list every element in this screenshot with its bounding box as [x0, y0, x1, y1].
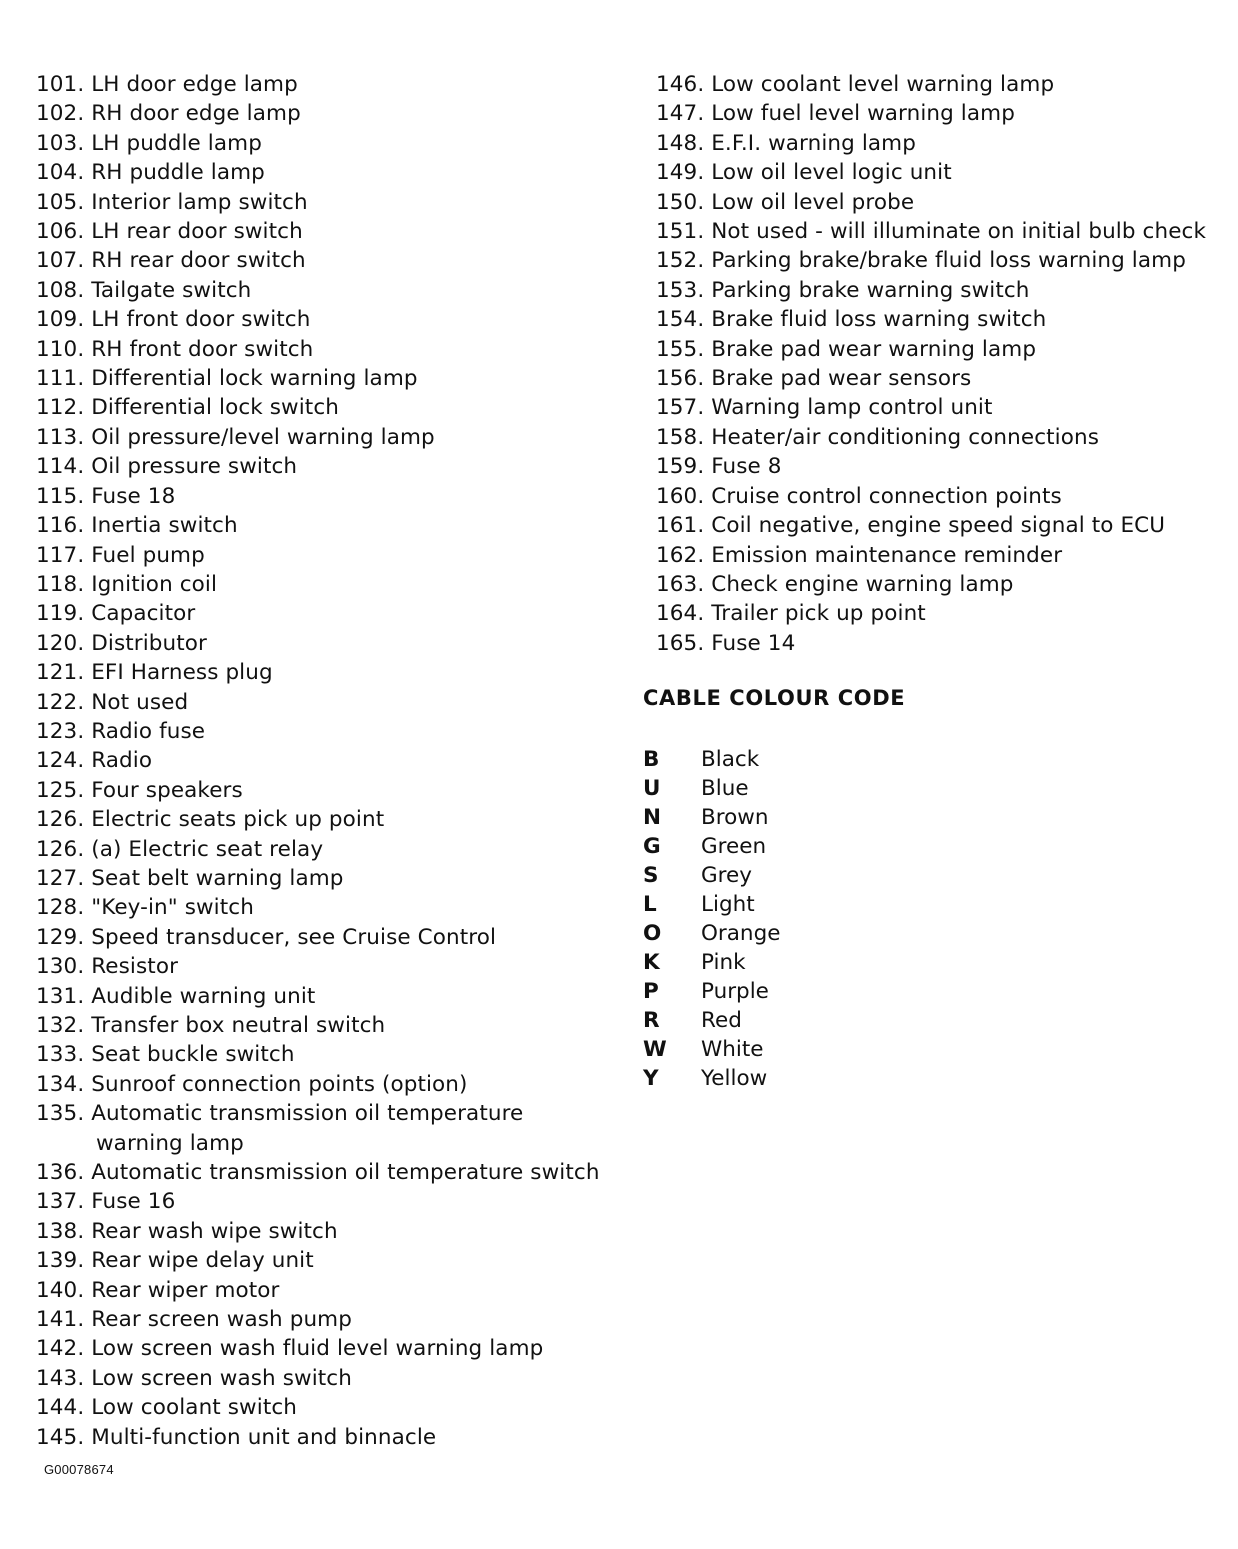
item-description: Heater/air conditioning connections — [711, 424, 1099, 450]
item-description: Automatic transmission oil temperature — [91, 1101, 524, 1127]
colour-code-letter: B — [643, 747, 660, 772]
legend-item — [36, 982, 616, 1011]
item-number: 145. — [36, 1424, 85, 1450]
legend-item — [656, 570, 1226, 599]
item-number: 101. — [36, 72, 85, 97]
item-description: Sunroof connection points (option) — [91, 1071, 468, 1097]
colour-code-letter: N — [643, 805, 661, 830]
item-description: Transfer box neutral switch — [91, 1013, 386, 1038]
item-number: 137. — [36, 1189, 85, 1215]
item-number: 103. — [36, 130, 85, 156]
legend-item — [656, 246, 1226, 275]
legend-item — [36, 1334, 616, 1363]
item-number: 147. — [656, 101, 705, 127]
legend-item — [36, 570, 616, 599]
item-description: Tailgate switch — [91, 277, 252, 303]
legend-item — [36, 746, 616, 775]
colour-name: Red — [701, 1008, 742, 1033]
legend-item — [36, 335, 616, 364]
item-description: Rear screen wash pump — [91, 1307, 352, 1333]
item-number: 143. — [36, 1365, 85, 1391]
item-number: 135. — [36, 1101, 85, 1127]
item-number: 110. — [36, 336, 85, 362]
item-number: 107. — [36, 248, 85, 274]
item-number: 128. — [36, 895, 85, 921]
item-number: 155. — [656, 336, 705, 362]
legend-item — [36, 452, 616, 481]
item-description-continued: warning lamp — [96, 1130, 244, 1156]
item-number: 115. — [36, 483, 85, 509]
legend-item — [656, 129, 1226, 158]
item-description: Oil pressure switch — [91, 454, 298, 480]
item-description: Low oil level probe — [711, 189, 915, 215]
legend-item — [656, 188, 1226, 217]
colour-code-row — [643, 832, 780, 861]
legend-item — [36, 1364, 616, 1393]
colour-name: Blue — [701, 776, 749, 801]
item-description: Differential lock switch — [91, 395, 339, 421]
colour-code-letter: G — [643, 834, 661, 859]
legend-item — [656, 70, 1226, 99]
item-number: 130. — [36, 954, 85, 980]
colour-code-heading: CABLE COLOUR CODE — [643, 686, 906, 710]
item-description: Inertia switch — [91, 513, 238, 539]
item-number: 141. — [36, 1307, 85, 1333]
item-number: 125. — [36, 777, 85, 803]
legend-item — [36, 1217, 616, 1246]
colour-name: Yellow — [701, 1066, 768, 1091]
item-description: Capacitor — [91, 601, 196, 627]
legend-item — [36, 1040, 616, 1069]
item-number: 112. — [36, 395, 85, 421]
legend-item — [656, 158, 1226, 187]
document-id: G00078674 — [44, 1462, 114, 1477]
colour-code-row — [643, 1064, 780, 1093]
legend-item — [36, 305, 616, 334]
item-number: 105. — [36, 189, 85, 215]
item-number: 133. — [36, 1042, 85, 1068]
item-description: RH door edge lamp — [91, 101, 301, 127]
legend-item — [656, 629, 1226, 658]
item-number: 161. — [656, 513, 705, 539]
item-number: 119. — [36, 601, 85, 627]
legend-item — [36, 1423, 616, 1452]
colour-code-list — [643, 745, 780, 1093]
item-description: Seat buckle switch — [91, 1042, 295, 1068]
item-description: Differential lock warning lamp — [91, 366, 418, 392]
item-number: 109. — [36, 307, 85, 333]
colour-code-letter: Y — [643, 1066, 659, 1091]
item-description: Automatic transmission oil temperature switch — [91, 1160, 600, 1186]
legend-item — [36, 246, 616, 275]
legend-item — [656, 541, 1226, 570]
colour-name: Grey — [701, 863, 752, 888]
item-number: 129. — [36, 924, 85, 950]
item-description: Rear wash wipe switch — [91, 1218, 338, 1244]
legend-item — [656, 364, 1226, 393]
legend-item — [36, 952, 616, 981]
item-number: 123. — [36, 718, 85, 744]
legend-item — [36, 893, 616, 922]
legend-item — [656, 217, 1226, 246]
item-description: Low fuel level warning lamp — [711, 101, 1015, 127]
item-description: LH rear door switch — [91, 219, 303, 245]
legend-list-right — [656, 70, 1226, 658]
colour-code-row — [643, 774, 780, 803]
item-number: 134. — [36, 1071, 85, 1097]
colour-name: Purple — [701, 979, 769, 1004]
colour-name: Pink — [701, 950, 746, 975]
colour-code-row — [643, 977, 780, 1006]
colour-code-letter: K — [643, 950, 660, 975]
colour-code-letter: U — [643, 776, 661, 801]
legend-item — [36, 1187, 616, 1216]
legend-item — [656, 335, 1226, 364]
item-number: 131. — [36, 983, 85, 1009]
colour-code-letter: S — [643, 863, 659, 888]
legend-item — [656, 393, 1226, 422]
item-number: 160. — [656, 483, 705, 509]
item-description: Warning lamp control unit — [711, 395, 993, 421]
legend-item — [656, 99, 1226, 128]
colour-code-letter: P — [643, 979, 659, 1004]
colour-name: White — [701, 1037, 764, 1062]
item-number: 114. — [36, 454, 85, 480]
item-number: 120. — [36, 630, 85, 656]
item-description: "Key-in" switch — [91, 895, 254, 921]
item-description: Coil negative, engine speed signal to ECU — [711, 513, 1166, 539]
colour-code-row — [643, 1006, 780, 1035]
legend-item — [36, 717, 616, 746]
item-number: 148. — [656, 130, 705, 156]
item-number: 157. — [656, 395, 705, 421]
item-number: 104. — [36, 160, 85, 186]
legend-item — [36, 423, 616, 452]
legend-item — [36, 805, 616, 834]
legend-item — [36, 217, 616, 246]
item-number: 127. — [36, 865, 85, 891]
item-number: 126. — [36, 807, 85, 833]
item-description: Four speakers — [91, 777, 243, 803]
legend-item — [656, 305, 1226, 334]
colour-code-row — [643, 948, 780, 977]
legend-item — [36, 923, 616, 952]
legend-item — [36, 70, 616, 99]
item-number: 132. — [36, 1013, 85, 1038]
colour-code-letter: L — [643, 892, 657, 917]
item-number: 163. — [656, 571, 705, 597]
item-description: Radio fuse — [91, 718, 206, 744]
item-description: Low oil level logic unit — [711, 160, 952, 186]
item-number: 136. — [36, 1160, 85, 1186]
legend-item — [36, 158, 616, 187]
item-description: RH front door switch — [91, 336, 314, 362]
legend-item — [36, 1276, 616, 1305]
item-description: Brake pad wear sensors — [711, 366, 972, 392]
item-description: Brake fluid loss warning switch — [711, 307, 1047, 333]
item-description: Trailer pick up point — [711, 601, 926, 627]
item-number: 146. — [656, 72, 705, 97]
item-description: Fuel pump — [91, 542, 205, 568]
colour-code-letter: R — [643, 1008, 660, 1033]
colour-code-row — [643, 1035, 780, 1064]
legend-item — [36, 511, 616, 540]
item-description: Resistor — [91, 954, 179, 980]
item-number: 154. — [656, 307, 705, 333]
item-description: Rear wipe delay unit — [91, 1248, 314, 1274]
colour-code-row — [643, 803, 780, 832]
item-number: 144. — [36, 1395, 85, 1421]
item-number: 118. — [36, 571, 85, 597]
legend-item — [36, 99, 616, 128]
item-number: 140. — [36, 1277, 85, 1303]
item-description: Fuse 14 — [711, 630, 796, 656]
item-number: 159. — [656, 454, 705, 480]
colour-code-letter: O — [643, 921, 662, 946]
item-description: Emission maintenance reminder — [711, 542, 1063, 568]
item-number: 121. — [36, 660, 85, 686]
item-number: 164. — [656, 601, 705, 627]
colour-code-row — [643, 919, 780, 948]
item-description: Radio — [91, 748, 153, 774]
item-number: 158. — [656, 424, 705, 450]
item-number: 108. — [36, 277, 85, 303]
legend-item — [656, 599, 1226, 628]
item-description: Parking brake/brake fluid loss warning lamp — [711, 248, 1186, 274]
item-number: 113. — [36, 424, 85, 450]
item-description: Brake pad wear warning lamp — [711, 336, 1037, 362]
item-description: Oil pressure/level warning lamp — [91, 424, 435, 450]
legend-item — [36, 364, 616, 393]
item-description: Multi-function unit and binnacle — [91, 1424, 437, 1450]
item-number: 117. — [36, 542, 85, 568]
legend-item — [36, 393, 616, 422]
colour-code-row — [643, 890, 780, 919]
item-description: E.F.I. warning lamp — [711, 130, 916, 156]
item-number: 124. — [36, 748, 85, 774]
item-number: 138. — [36, 1218, 85, 1244]
item-number: 151. — [656, 219, 705, 245]
item-description: Check engine warning lamp — [711, 571, 1014, 597]
legend-item — [656, 423, 1226, 452]
colour-name: Light — [701, 892, 755, 917]
colour-name: Green — [701, 834, 767, 859]
legend-item — [36, 1158, 616, 1187]
item-description: Speed transducer, see Cruise Control — [91, 924, 497, 950]
item-number: 162. — [656, 542, 705, 568]
item-description: RH rear door switch — [91, 248, 306, 274]
legend-item — [656, 482, 1226, 511]
component-list-left — [36, 70, 616, 1452]
item-number: 156. — [656, 366, 705, 392]
legend-item — [36, 629, 616, 658]
legend-item — [36, 1099, 616, 1158]
item-description: Not used - will illuminate on initial bulb check — [711, 219, 1206, 245]
legend-item — [36, 541, 616, 570]
item-number: 111. — [36, 366, 85, 392]
legend-item — [36, 1070, 616, 1099]
item-description: Rear wiper motor — [91, 1277, 280, 1303]
item-number: 142. — [36, 1336, 85, 1362]
item-number: 165. — [656, 630, 705, 656]
item-number: 149. — [656, 160, 705, 186]
legend-item — [36, 864, 616, 893]
legend-item — [36, 482, 616, 511]
item-description: (a) Electric seat relay — [91, 836, 324, 862]
legend-item — [36, 688, 616, 717]
colour-code-row — [643, 745, 780, 774]
item-description: RH puddle lamp — [91, 160, 265, 186]
component-list-right — [656, 70, 1226, 658]
item-description: Low coolant level warning lamp — [711, 72, 1055, 97]
item-description: Parking brake warning switch — [711, 277, 1030, 303]
legend-item — [36, 1393, 616, 1422]
item-description: Ignition coil — [91, 571, 218, 597]
colour-code-letter: W — [643, 1037, 667, 1062]
item-number: 122. — [36, 689, 85, 715]
legend-item — [36, 188, 616, 217]
item-description: Low screen wash fluid level warning lamp — [91, 1336, 544, 1362]
item-number: 116. — [36, 513, 85, 539]
item-description: Not used — [91, 689, 189, 715]
legend-item — [36, 835, 616, 864]
legend-item — [36, 776, 616, 805]
item-number: 139. — [36, 1248, 85, 1274]
item-number: 102. — [36, 101, 85, 127]
item-description: Seat belt warning lamp — [91, 865, 344, 891]
item-description: LH door edge lamp — [91, 72, 298, 97]
item-description: Electric seats pick up point — [91, 807, 385, 833]
legend-item — [36, 1305, 616, 1334]
item-number: 152. — [656, 248, 705, 274]
item-number: 153. — [656, 277, 705, 303]
item-description: LH puddle lamp — [91, 130, 262, 156]
item-description: EFI Harness plug — [91, 660, 273, 686]
legend-item — [36, 276, 616, 305]
colour-name: Black — [701, 747, 760, 772]
item-description: Low screen wash switch — [91, 1365, 352, 1391]
legend-item — [656, 511, 1226, 540]
legend-item — [36, 658, 616, 687]
item-number: 150. — [656, 189, 705, 215]
legend-list-left — [36, 70, 616, 1452]
colour-code-row — [643, 861, 780, 890]
legend-item — [36, 129, 616, 158]
item-description: Cruise control connection points — [711, 483, 1062, 509]
legend-item — [656, 276, 1226, 305]
legend-item — [36, 1011, 616, 1040]
item-description: LH front door switch — [91, 307, 311, 333]
colour-name: Orange — [701, 921, 781, 946]
item-description: Low coolant switch — [91, 1395, 297, 1421]
item-description: Interior lamp switch — [91, 189, 308, 215]
item-number: 126. — [36, 836, 85, 862]
item-description: Fuse 18 — [91, 483, 176, 509]
item-description: Distributor — [91, 630, 207, 656]
legend-item — [36, 599, 616, 628]
legend-item — [36, 1246, 616, 1275]
item-number: 106. — [36, 219, 85, 245]
item-description: Audible warning unit — [91, 983, 316, 1009]
item-description: Fuse 16 — [91, 1189, 176, 1215]
item-description: Fuse 8 — [711, 454, 782, 480]
colour-name: Brown — [701, 805, 769, 830]
legend-item — [656, 452, 1226, 481]
